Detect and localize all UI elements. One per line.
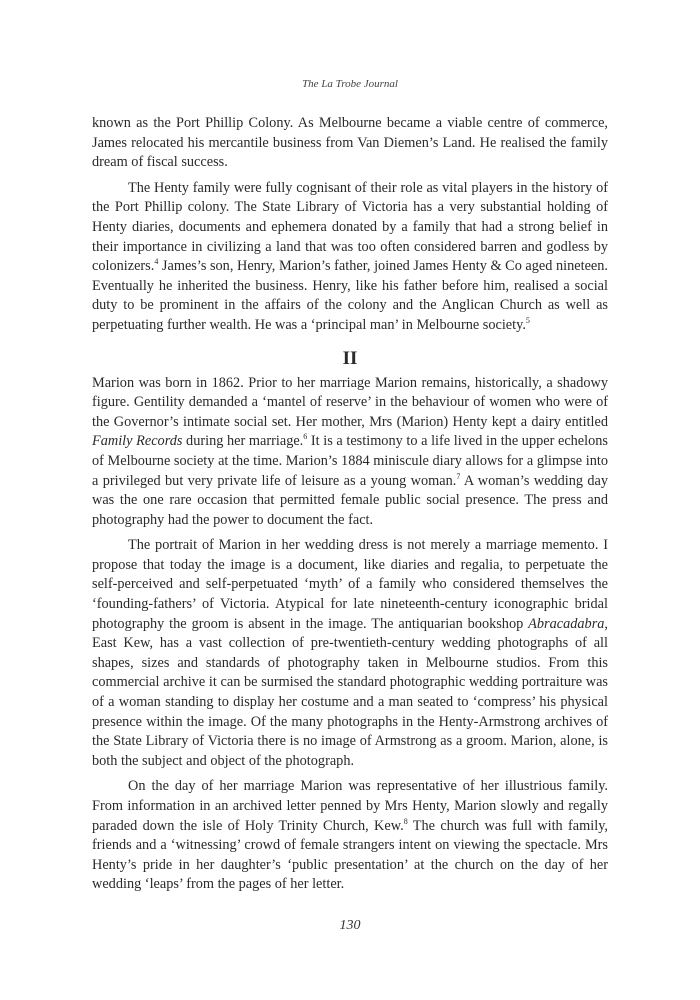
section-heading: II xyxy=(342,347,358,369)
paragraph-5-text-b: The church was full with family, friends and a ‘witnessing’ crowd of female strangers intent on viewing the spectacle. Mrs Henty’s pride in her daughter’s ‘public presentation’ at the church on the day of her wedding ‘leaps’ from the pages of her letter. xyxy=(92,817,608,893)
paragraph-4-text-b: , East Kew, has a vast collection of pre-twentieth-century wedding photographs of all shapes, sizes and standards of photography taken in Melbourne studios. From this commercial archive it can be surmised the standard photographic wedding portraiture was of a woman standing to display her costume and a man seated to ‘compress’ his physical presence within the image. Of the many photographs in the Henty-Armstrong archives of the State Library of Victoria there is no image of Armstrong as a groom. Marion, alone, is both the subject and object of the photograph. xyxy=(92,615,608,769)
paragraph-4 xyxy=(92,536,608,771)
paragraph-2-text-a: The Henty family were fully cognisant of their role as vital players in the history of the Port Phillip colony. The State Library of Victoria has a very substantial holding of Henty diaries, documents and ephemera donated by a family that had a strong belief in their importance in civilizing a land that was too often considered barren and godless by colonizers. xyxy=(92,179,608,275)
paragraph-4-text-a: The portrait of Marion in her wedding dress is not merely a marriage memento. I propose that today the image is a document, like diaries and regalia, to perpetuate the self-perceived and self-perpetuated ‘myth’ of a family who considered themselves the ‘founding-fathers’ of Victoria. Atypical for late nineteenth-century iconographic bridal photography the groom is absent in the image. The antiquarian bookshop xyxy=(92,537,608,632)
running-head: The La Trobe Journal xyxy=(302,78,398,90)
paragraph-3-text-a: Marion was born in 1862. Prior to her marriage Marion remains, historically, a shadowy figure. Gentility demanded a ‘mantel of reserve’ in the behaviour of women who were of the Governor’s intimate social set. Her mother, Mrs (Marion) Henty kept a dairy entitled xyxy=(92,374,608,430)
footnote-ref-5[interactable]: 5 xyxy=(525,316,530,326)
paragraph-5-text-a: On the day of her marriage Marion was representative of her illustrious family. From information in an archived letter penned by Mrs Henty, Marion slowly and regally paraded down the isle of Holy Trinity Church, Kew. xyxy=(92,778,608,834)
paragraph-2 xyxy=(92,179,608,336)
footnote-ref-6[interactable]: 6 xyxy=(303,432,308,442)
paragraph-3 xyxy=(92,374,608,531)
footnote-ref-7[interactable]: 7 xyxy=(456,471,461,481)
footnote-ref-4[interactable]: 4 xyxy=(154,257,159,267)
paragraph-5 xyxy=(92,777,608,895)
page-number: 130 xyxy=(339,918,361,933)
paragraph-3-text-c: It is a testimony to a life lived in the upper echelons of Melbourne society at the time. Marion’s 1884 miniscule diary allows for a glimpse into a privileged but very private life of leisure as a young woman. xyxy=(92,433,608,489)
paragraph-3-text-d: A woman’s wedding day was the one rare occasion that permitted female public social presence. The press and photography had the power to document the fact. xyxy=(92,472,609,528)
body-text xyxy=(92,114,608,901)
paragraph-3-text-b: during her marriage. xyxy=(182,433,304,450)
italic-title-abracadabra: Abracadabra xyxy=(528,615,605,632)
italic-title-family-records: Family Records xyxy=(92,433,183,450)
paragraph-2-text-b: James’s son, Henry, Marion’s father, joined James Henty & Co aged nineteen. Eventually he inherited the business. Henry, like his father before him, realised a social duty to be prominent in the affairs of the colony and the Anglican Church as well as perpetuating further wealth. He was a ‘principal man’ in Melbourne society. xyxy=(92,258,608,333)
footnote-ref-8[interactable]: 8 xyxy=(403,816,408,826)
paragraph-1-text: known as the Port Phillip Colony. As Melbourne became a viable centre of commerce, James relocated his mercantile business from Van Diemen’s Land. He realised the family dream of fiscal success. xyxy=(92,115,608,171)
paragraph-1 xyxy=(92,114,608,173)
